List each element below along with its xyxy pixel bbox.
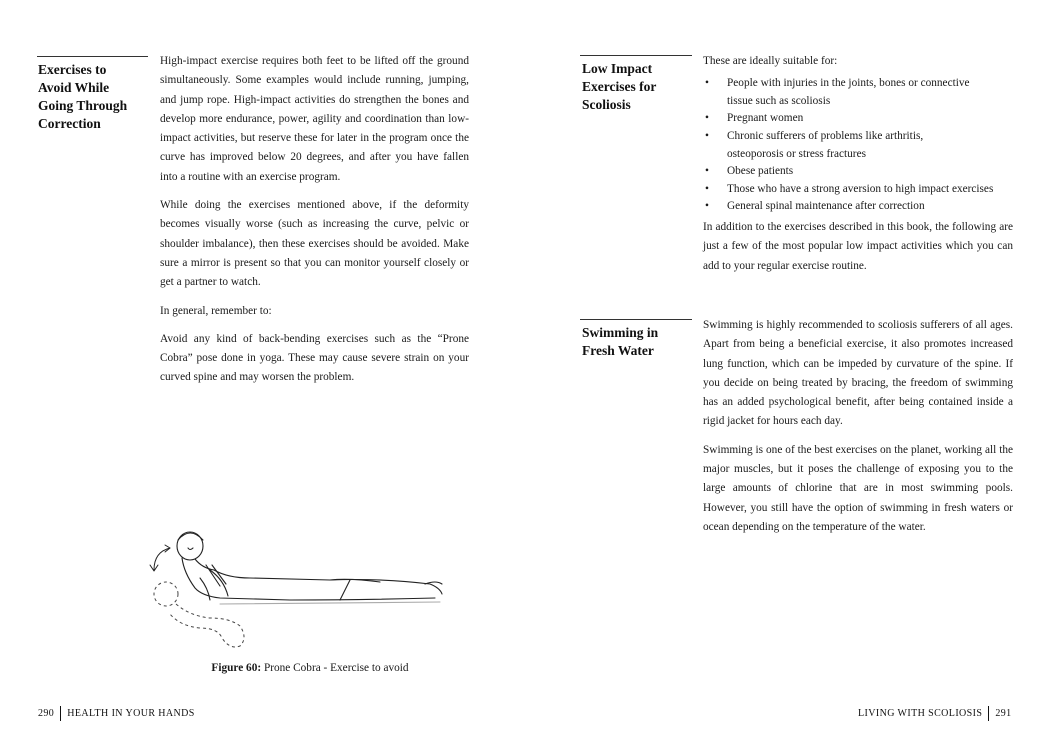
list-item (703, 75, 1013, 110)
left-section-rule (37, 56, 148, 57)
title-line: Avoid While (38, 80, 110, 95)
right-footer (858, 706, 1012, 721)
right-section2-text (703, 316, 1013, 546)
title-line: Going Through (38, 98, 128, 113)
paragraph: High-impact exercise requires both feet to be lifted off the ground simultaneously. Some examples would include running, jumping, and jump rope. High-impact activities do strengthen the bones and develop more endurance, power, agility and coordination than low-impact activities, but reserve these for later in the program once the curve has improved below 20 degrees, and after you have fallen into a routine with an exercise program. (160, 55, 469, 183)
paragraph: In addition to the exercises described in this book, the following are just a few of the most popular low impact activities which you can add to your regular exercise routine. (703, 221, 1013, 272)
title-line: Scoliosis (582, 97, 631, 112)
list-item-line: Pregnant women (727, 112, 804, 125)
title-line: Correction (38, 116, 101, 131)
right-section1-title (582, 60, 692, 114)
bullet-icon: • (705, 182, 709, 195)
list-item (703, 163, 1013, 181)
right-section2-title (582, 324, 692, 360)
list-item (703, 181, 1013, 199)
page-number: 291 (995, 707, 1012, 719)
list-item (703, 128, 1013, 163)
left-footer (38, 706, 195, 721)
list-item-line: Those who have a strong aversion to high impact exercises (727, 182, 994, 195)
page-number: 290 (38, 707, 55, 719)
running-head: LIVING WITH SCOLIOSIS (858, 707, 983, 719)
list-item-line: Chronic sufferers of problems like arthritis, (727, 130, 924, 143)
left-section-title (38, 61, 153, 133)
footer-divider (60, 706, 61, 721)
bullet-icon: • (705, 112, 709, 125)
list-item-line: tissue such as scoliosis (727, 94, 831, 107)
bullet-icon: • (705, 165, 709, 178)
paragraph: Swimming is highly recommended to scoliosis sufferers of all ages. Apart from being a beneficial exercise, it also promotes increased lung function, which can be impeded by curvature of the spine. If you decide on being treated by bracing, the freedom of swimming has an added psychological benefit, after being contained inside a rigid jacket for hours each day. (703, 319, 1013, 428)
list-item (703, 198, 1013, 216)
prone-cobra-illustration (140, 518, 470, 658)
title-line: Swimming in (582, 325, 659, 340)
right-section1-text (703, 52, 1013, 285)
title-line: Exercises for (582, 79, 657, 94)
figure-label: Figure 60: (211, 662, 262, 674)
bullet-icon: • (705, 130, 709, 143)
list-item-line: People with injuries in the joints, bones or connective (727, 77, 970, 90)
paragraph: Avoid any kind of back-bending exercises such as the “Prone Cobra” pose done in yoga. These may cause severe strain on your curved spine and may worsen the problem. (160, 332, 469, 384)
bullet-icon: • (705, 77, 709, 90)
list-item (703, 110, 1013, 128)
paragraph: While doing the exercises mentioned above, if the deformity becomes visually worse (such as increasing the curve, pelvic or shoulder imbalance), then these exercises should be avoided. Make sure a mirror is present so that you can monitor yourself closely or get a partner to watch. (160, 199, 469, 289)
list-item-line: Obese patients (727, 165, 794, 178)
paragraph: Swimming is one of the best exercises on the planet, working all the major muscles, but it poses the challenge of exposing you to the large amounts of chlorine that are in most swimming pools. However, you still have the option of swimming in fresh waters or ocean depending on the temperature of the water. (703, 443, 1013, 533)
running-head: HEALTH IN YOUR HANDS (67, 707, 195, 719)
bullet-icon: • (705, 200, 709, 213)
intro-line: These are ideally suitable for: (703, 55, 838, 67)
figure-caption (160, 662, 460, 674)
list-item-line: General spinal maintenance after correction (727, 200, 925, 213)
list-item-line: osteoporosis or stress fractures (727, 147, 866, 160)
right-section2-rule (580, 319, 692, 320)
right-section1-rule (580, 55, 692, 56)
title-line: Exercises to (38, 62, 107, 77)
footer-divider (988, 706, 989, 721)
paragraph: In general, remember to: (160, 304, 272, 317)
title-line: Fresh Water (582, 343, 654, 358)
bullet-list (703, 75, 1013, 216)
title-line: Low Impact (582, 61, 653, 76)
left-body-text (160, 52, 469, 397)
figure-caption-text: Prone Cobra - Exercise to avoid (263, 662, 409, 674)
